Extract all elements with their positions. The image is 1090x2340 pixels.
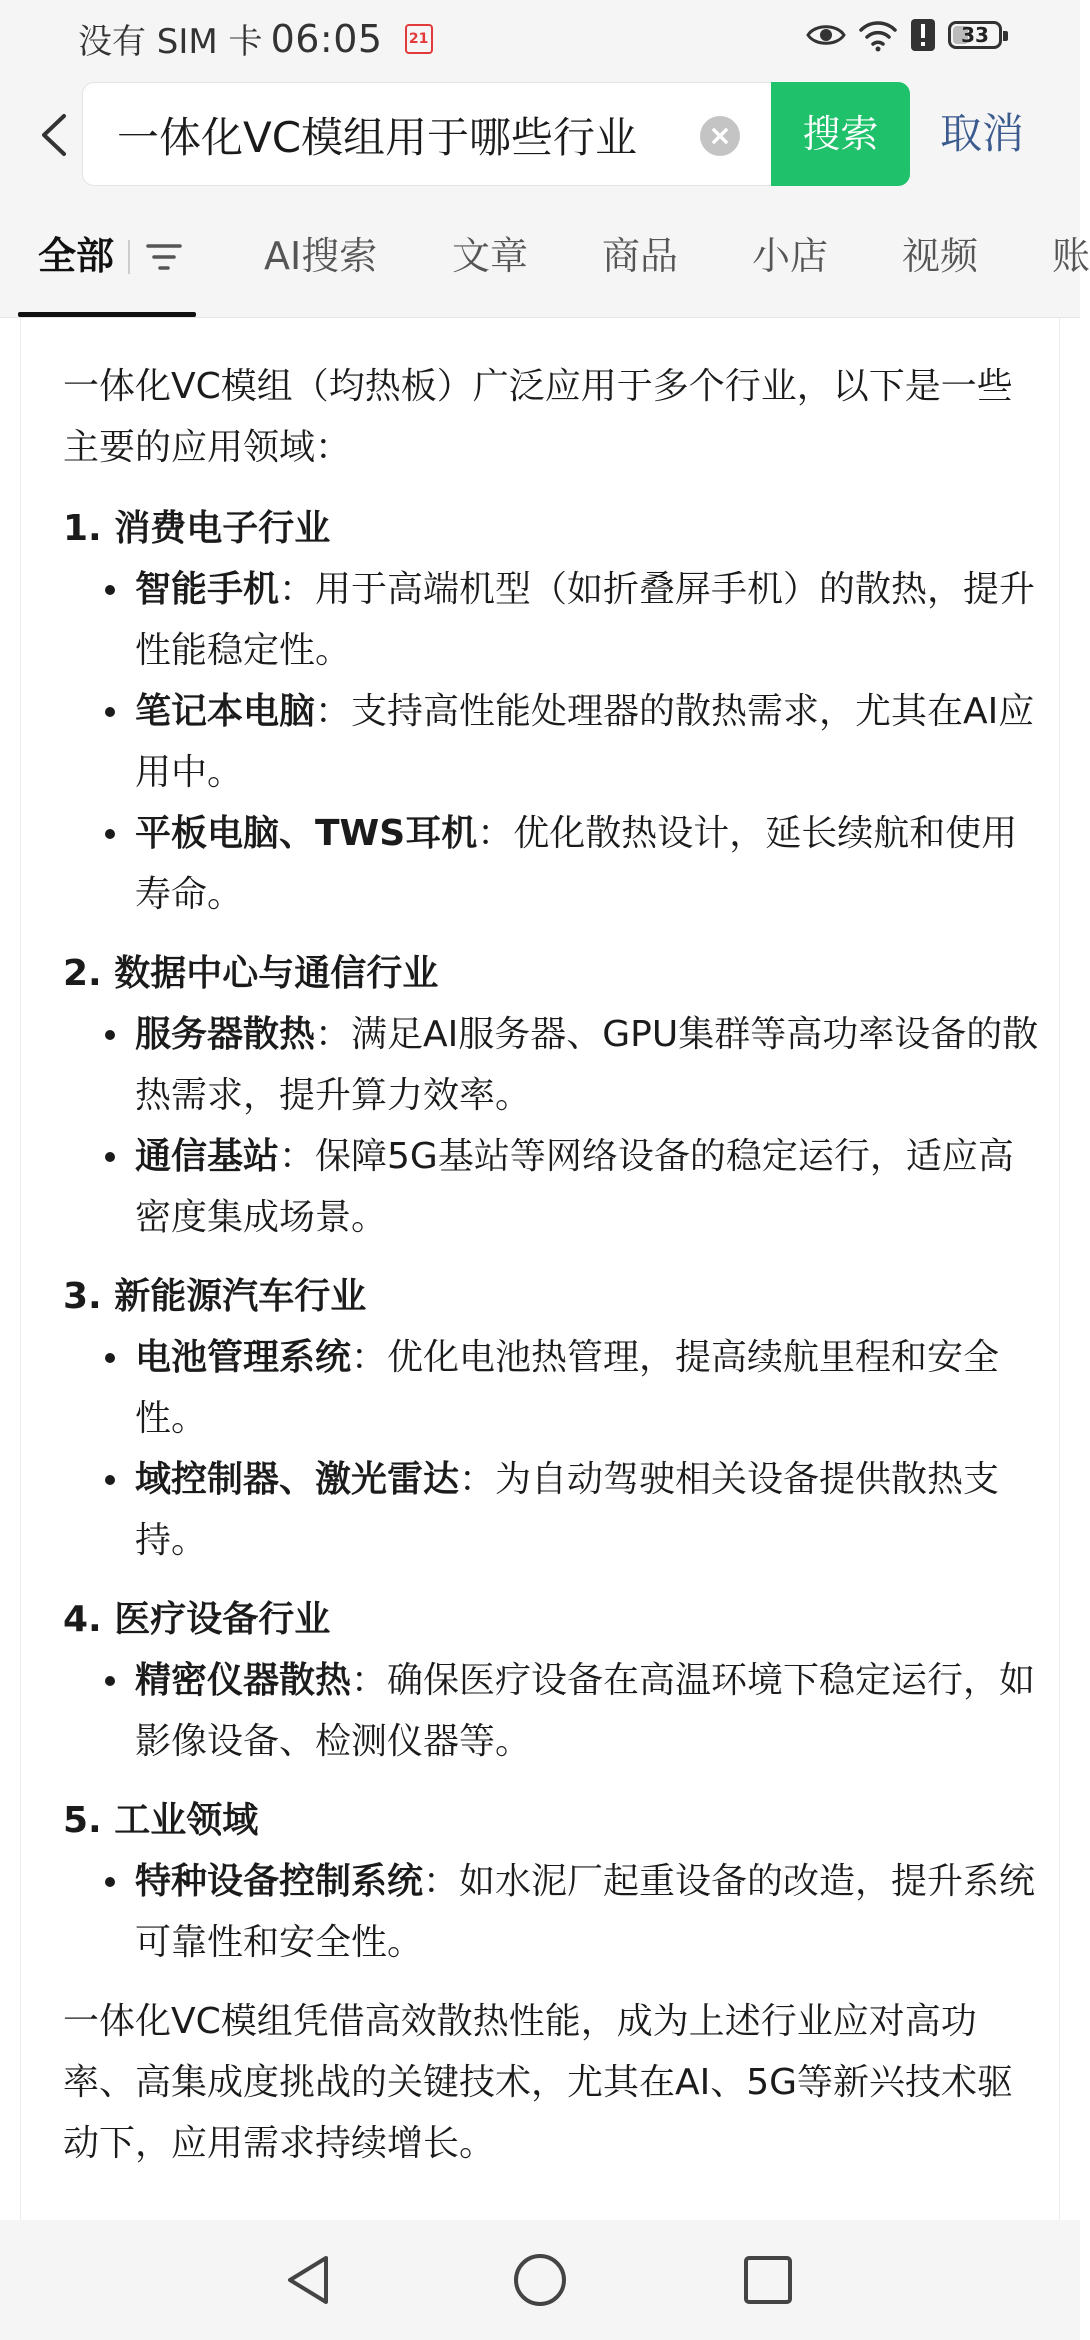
back-button[interactable] bbox=[26, 96, 88, 174]
list-item bbox=[63, 1449, 1043, 1571]
cancel-button[interactable]: 取消 bbox=[940, 109, 1025, 158]
clear-button[interactable] bbox=[700, 116, 740, 156]
tab-accounts[interactable]: 账 bbox=[1052, 234, 1090, 278]
section-title: 4. 医疗设备行业 bbox=[63, 1599, 331, 1640]
bullet-term: 平板电脑、TWS耳机 bbox=[135, 813, 478, 854]
bullet-term: 精密仪器散热 bbox=[135, 1660, 352, 1701]
answer-closing: 一体化VC模组凭借高效散热性能，成为上述行业应对高功率、高集成度挑战的关键技术，尤其在AI、5G等新兴技术驱动下，应用需求持续增长。 bbox=[63, 2001, 1014, 2164]
bullet-list bbox=[63, 1004, 1043, 1248]
list-item bbox=[63, 1126, 1043, 1248]
bullet-term: 电池管理系统 bbox=[135, 1337, 352, 1378]
answer-intro: 一体化VC模组（均热板）广泛应用于多个行业，以下是一些主要的应用领域： bbox=[63, 366, 1013, 468]
system-nav-bar bbox=[0, 2220, 1080, 2340]
list-item bbox=[63, 1004, 1043, 1126]
bullet-desc: ：优化电池热管理，提高续航里程和安全性。 bbox=[135, 1337, 1000, 1439]
bullet-term: 智能手机 bbox=[135, 569, 280, 610]
search-header bbox=[0, 76, 1080, 194]
bullet-list bbox=[63, 1327, 1043, 1571]
tab-products[interactable]: 商品 bbox=[602, 234, 679, 278]
search-box bbox=[82, 82, 772, 186]
tab-all[interactable]: 全部 bbox=[38, 234, 115, 278]
recents-nav-icon bbox=[742, 2254, 794, 2306]
tab-videos[interactable]: 视频 bbox=[902, 234, 979, 278]
section-title: 5. 工业领域 bbox=[63, 1800, 259, 1841]
section-title: 3. 新能源汽车行业 bbox=[63, 1276, 367, 1317]
eye-icon bbox=[806, 21, 846, 49]
bullet-desc: ：支持高性能处理器的散热需求，尤其在AI应用中。 bbox=[135, 691, 1035, 793]
list-item bbox=[63, 559, 1043, 681]
tab-divider bbox=[128, 240, 130, 274]
section-industrial bbox=[63, 1790, 1043, 1973]
bullet-desc: ：满足AI服务器、GPU集群等高功率设备的散热需求，提升算力效率。 bbox=[135, 1014, 1039, 1116]
alert-icon bbox=[910, 18, 936, 52]
status-bar bbox=[0, 0, 1080, 76]
home-nav-icon bbox=[512, 2252, 568, 2308]
bullet-term: 域控制器、激光雷达 bbox=[135, 1459, 460, 1500]
answer-card bbox=[20, 318, 1060, 2220]
bullet-list bbox=[63, 559, 1043, 925]
bullet-desc: ：优化散热设计，延长续航和使用寿命。 bbox=[135, 813, 1018, 915]
notification-badge: 21 bbox=[405, 24, 433, 54]
bullet-desc: ：用于高端机型（如折叠屏手机）的散热，提升性能稳定性。 bbox=[135, 569, 1036, 671]
list-item bbox=[63, 1851, 1043, 1973]
answer-body bbox=[63, 356, 1043, 2194]
tab-shops[interactable]: 小店 bbox=[752, 234, 829, 278]
list-item bbox=[63, 681, 1043, 803]
list-item bbox=[63, 803, 1043, 925]
bullet-term: 特种设备控制系统 bbox=[135, 1861, 424, 1902]
section-title: 1. 消费电子行业 bbox=[63, 508, 331, 549]
wifi-icon bbox=[858, 18, 898, 52]
carrier-label: 没有 SIM 卡 bbox=[78, 22, 263, 62]
tab-ai-search[interactable]: AI搜索 bbox=[264, 234, 378, 278]
section-datacenter-telecom bbox=[63, 943, 1043, 1248]
close-icon bbox=[710, 126, 730, 146]
status-left bbox=[78, 14, 433, 63]
tab-articles[interactable]: 文章 bbox=[452, 234, 529, 278]
bullet-list bbox=[63, 1650, 1043, 1772]
nav-recents-button[interactable] bbox=[728, 2240, 808, 2320]
section-consumer-electronics bbox=[63, 498, 1043, 925]
section-title: 2. 数据中心与通信行业 bbox=[63, 953, 439, 994]
battery-percent: 33 bbox=[961, 23, 989, 47]
tab-bar bbox=[0, 194, 1090, 318]
search-button[interactable]: 搜索 bbox=[771, 82, 910, 186]
nav-home-button[interactable] bbox=[500, 2240, 580, 2320]
section-new-energy-vehicles bbox=[63, 1266, 1043, 1571]
bullet-desc: ：保障5G基站等网络设备的稳定运行，适应高密度集成场景。 bbox=[135, 1136, 1014, 1238]
back-nav-icon bbox=[282, 2252, 334, 2308]
status-right bbox=[806, 18, 1002, 52]
bullet-desc: ：为自动驾驶相关设备提供散热支持。 bbox=[135, 1459, 1000, 1561]
filter-icon[interactable] bbox=[146, 240, 182, 274]
list-item bbox=[63, 1327, 1043, 1449]
section-medical-devices bbox=[63, 1589, 1043, 1772]
bullet-list bbox=[63, 1851, 1043, 1973]
list-item bbox=[63, 1650, 1043, 1772]
search-input[interactable] bbox=[117, 103, 677, 167]
bullet-term: 笔记本电脑 bbox=[135, 691, 316, 732]
bullet-term: 服务器散热 bbox=[135, 1014, 316, 1055]
battery-icon bbox=[948, 21, 1002, 49]
nav-back-button[interactable] bbox=[268, 2240, 348, 2320]
active-tab-indicator bbox=[18, 312, 196, 317]
bullet-desc: ：确保医疗设备在高温环境下稳定运行，如影像设备、检测仪器等。 bbox=[135, 1660, 1036, 1762]
bullet-desc: ：如水泥厂起重设备的改造，提升系统可靠性和安全性。 bbox=[135, 1861, 1036, 1963]
clock: 06:05 bbox=[270, 16, 383, 61]
bullet-term: 通信基站 bbox=[135, 1136, 280, 1177]
chevron-left-icon bbox=[26, 96, 88, 174]
